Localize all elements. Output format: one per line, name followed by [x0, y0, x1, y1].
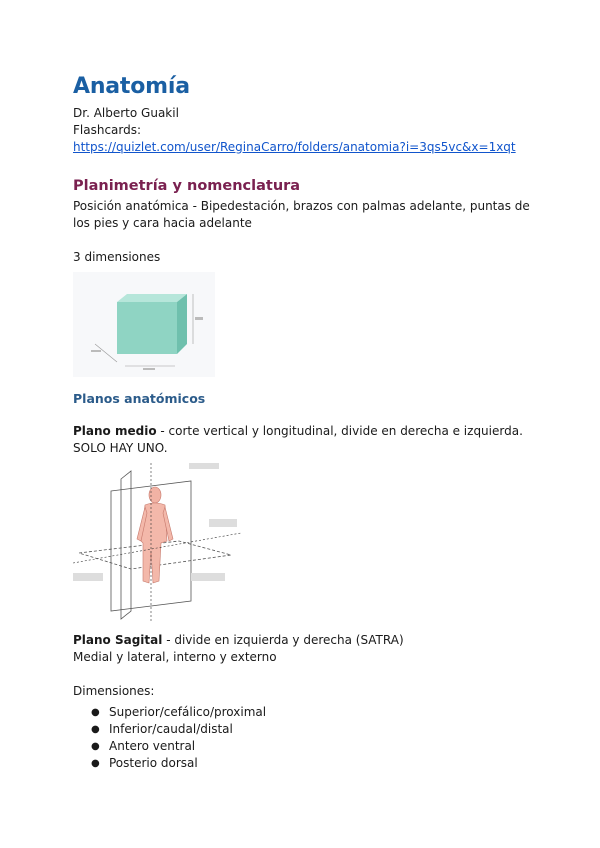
author: Dr. Alberto Guakil — [73, 106, 179, 120]
anatomical-planes-image — [71, 461, 241, 626]
section-heading-planimetria: Planimetría y nomenclatura — [73, 178, 301, 194]
flashcards-link[interactable]: https://quizlet.com/user/ReginaCarro/folders/anatomia?i=3qs5vc&x=1xqt — [73, 140, 516, 154]
section-heading-planos: Planos anatómicos — [73, 391, 206, 406]
plano-medio-label: Plano medio — [73, 424, 157, 438]
posicion-anatomica-text: Posición anatómica - Bipedestación, brazos con palmas adelante, puntas de los pies y cara hacia adelante — [73, 199, 530, 230]
plano-medio-text — [73, 423, 533, 440]
flashcards-label: Flashcards: — [73, 123, 142, 137]
plano-sagital-text — [73, 632, 533, 649]
list-item: ● Inferior/caudal/distal — [91, 722, 233, 736]
document-page — [73, 74, 533, 772]
dimensiones-list — [73, 704, 533, 772]
dimensiones-heading: Dimensiones: — [73, 684, 155, 698]
solo-hay-uno: SOLO HAY UNO. — [73, 441, 168, 455]
dimensiones-label: 3 dimensiones — [73, 250, 161, 264]
doc-title: Anatomía — [73, 74, 190, 99]
list-item: ● Posterio dorsal — [91, 756, 198, 770]
list-item: ● Antero ventral — [91, 739, 196, 753]
medial-lateral-text: Medial y lateral, interno y externo — [73, 650, 277, 664]
cube-dimensions-image — [73, 272, 215, 377]
plano-sagital-label: Plano Sagital — [73, 633, 163, 647]
list-item: ● Superior/cefálico/proximal — [91, 705, 267, 719]
plano-medio-desc: - corte vertical y longitudinal, divide en derecha e izquierda. — [156, 424, 523, 438]
plano-sagital-desc: - divide en izquierda y derecha (SATRA) — [162, 633, 404, 647]
